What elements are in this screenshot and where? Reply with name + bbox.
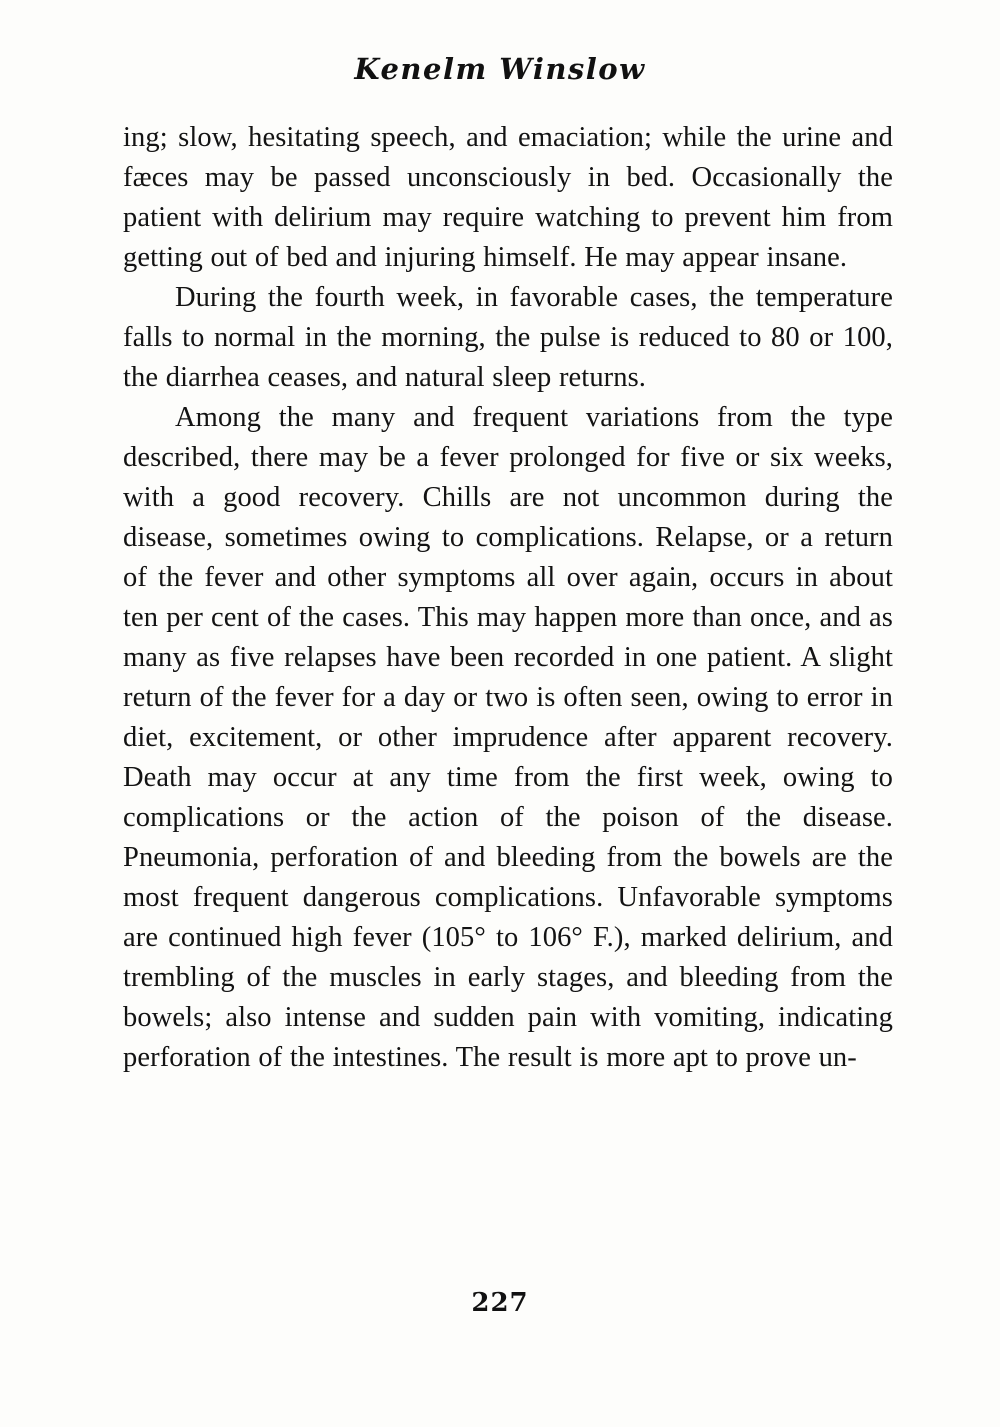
paragraph-fourth-week: During the fourth week, in favorable cases, the temperature falls to normal in the morning, the pulse is reduced to 80 or 100, the diarrhea ceases, and natural sleep returns.: [123, 282, 893, 393]
page-number: 227: [471, 1288, 529, 1318]
paragraph-variations: Among the many and frequent variations from the type described, there may be a fever prolonged for five or six weeks, with a good recovery. Chills are not uncommon during the disease, sometimes owing to complications. Relapse, or a return of the fever and other symptoms all over again, occurs in about ten per cent of the cases. This may happen more than once, and as many as five relapses have been recorded in one patient. A slight return of the fever for a day or two is often seen, owing to error in diet, excitement, or other imprudence after apparent recovery. Death may occur at any time from the first week, owing to complications or the action of the poison of the disease. Pneumonia, perforation of and bleeding from the bowels are the most frequent dangerous complications. Unfavorable symptoms are continued high fever (105° to 106° F.), marked delirium, and trembling of the muscles in early stages, and bleeding from the bowels; also intense and sudden pain with vomiting, indicating perforation of the intestines. The result is more apt to prove un-: [123, 402, 893, 1073]
paragraph-continuation: ing; slow, hesitating speech, and emaciation; while the urine and fæces may be passed unconsciously in bed. Occasionally the patient with delirium may require watching to prevent him from getting out of bed and injuring himself. He may appear insane.: [123, 122, 893, 273]
body-text: [123, 118, 893, 1078]
running-head: Kenelm Winslow: [354, 52, 646, 86]
